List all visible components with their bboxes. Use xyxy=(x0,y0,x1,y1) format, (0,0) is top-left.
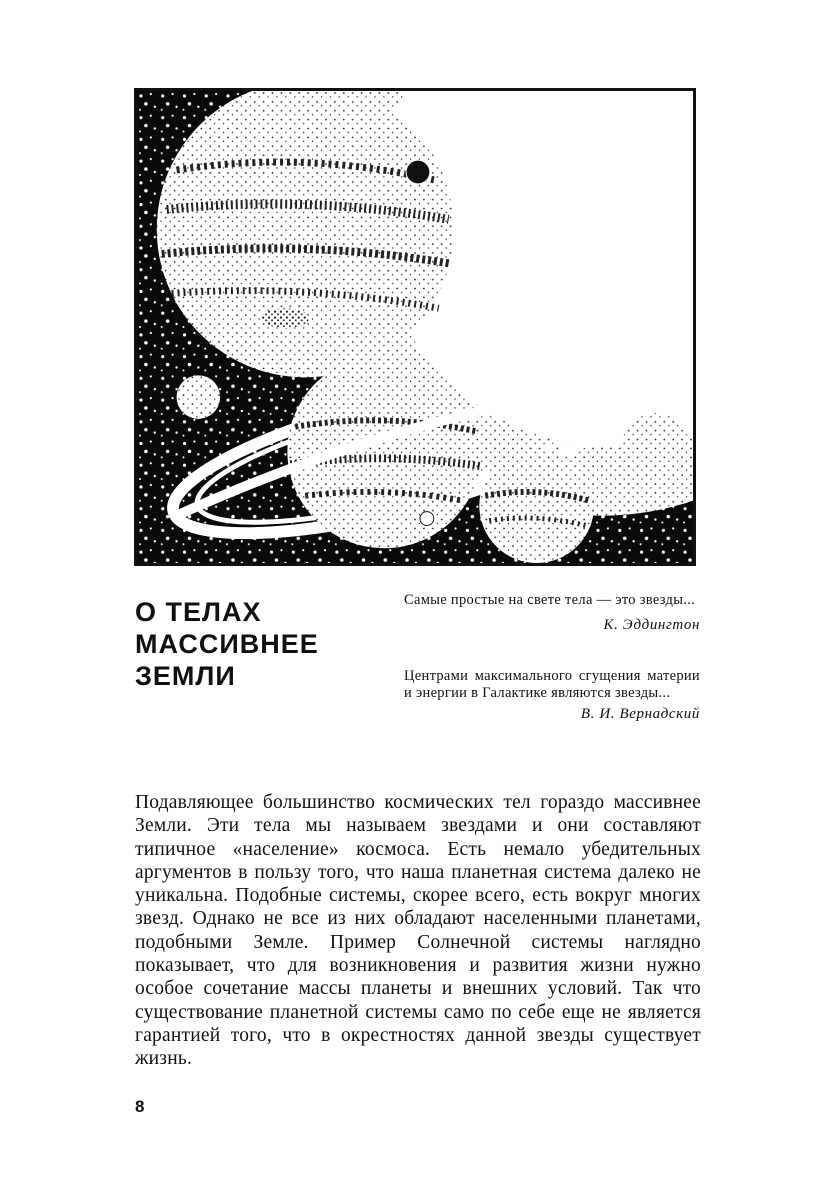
epigraph-text: Самые простые на свете тела — это звезды... xyxy=(404,592,696,608)
epigraph-author: К. Эддингтон xyxy=(603,617,700,633)
earth xyxy=(420,512,434,526)
chapter-title-line: ЗЕМЛИ xyxy=(135,661,236,691)
solar-system-illustration xyxy=(134,88,696,566)
epigraph-eddington xyxy=(404,592,700,634)
chapter-title-line: О ТЕЛАХ xyxy=(135,597,262,627)
body-paragraph: Подавляющее большинство космических тел гораздо массивнее Земли. Эти тела мы называем звездами и они составляют типичное «население» космоса. Есть немало убедительных аргументов в пользу того, что наша планетная система далеко не уникальна. Подобные системы, скорее всего, есть вокруг многих звезд. Однако не все из них обладают населенными планетами, подобными Земле. Пример Солнечной системы наглядно показывает, что для возникновения и развития жизни нужно особое сочетание массы планеты и внешних условий. Так что существование планетной системы само по себе еще не является гарантией того, что в окрестностях данной звезды существует жизнь. xyxy=(135,792,701,1070)
moon xyxy=(406,160,430,184)
small-planet-left xyxy=(177,375,221,418)
epigraph-author: В. И. Вернадский xyxy=(580,706,700,722)
planet-right-upper xyxy=(622,413,689,480)
planet-right-lower xyxy=(479,448,594,563)
chapter-title-line: МАССИВНЕЕ xyxy=(135,629,319,659)
jupiter-planet xyxy=(157,91,454,377)
epigraph-vernadsky xyxy=(404,668,700,723)
page-number: 8 xyxy=(135,1097,145,1116)
chapter-title xyxy=(135,596,385,692)
epigraph-text: Центрами максимального сгущения материи и энергии в Галактике являются звезды... xyxy=(404,668,700,701)
